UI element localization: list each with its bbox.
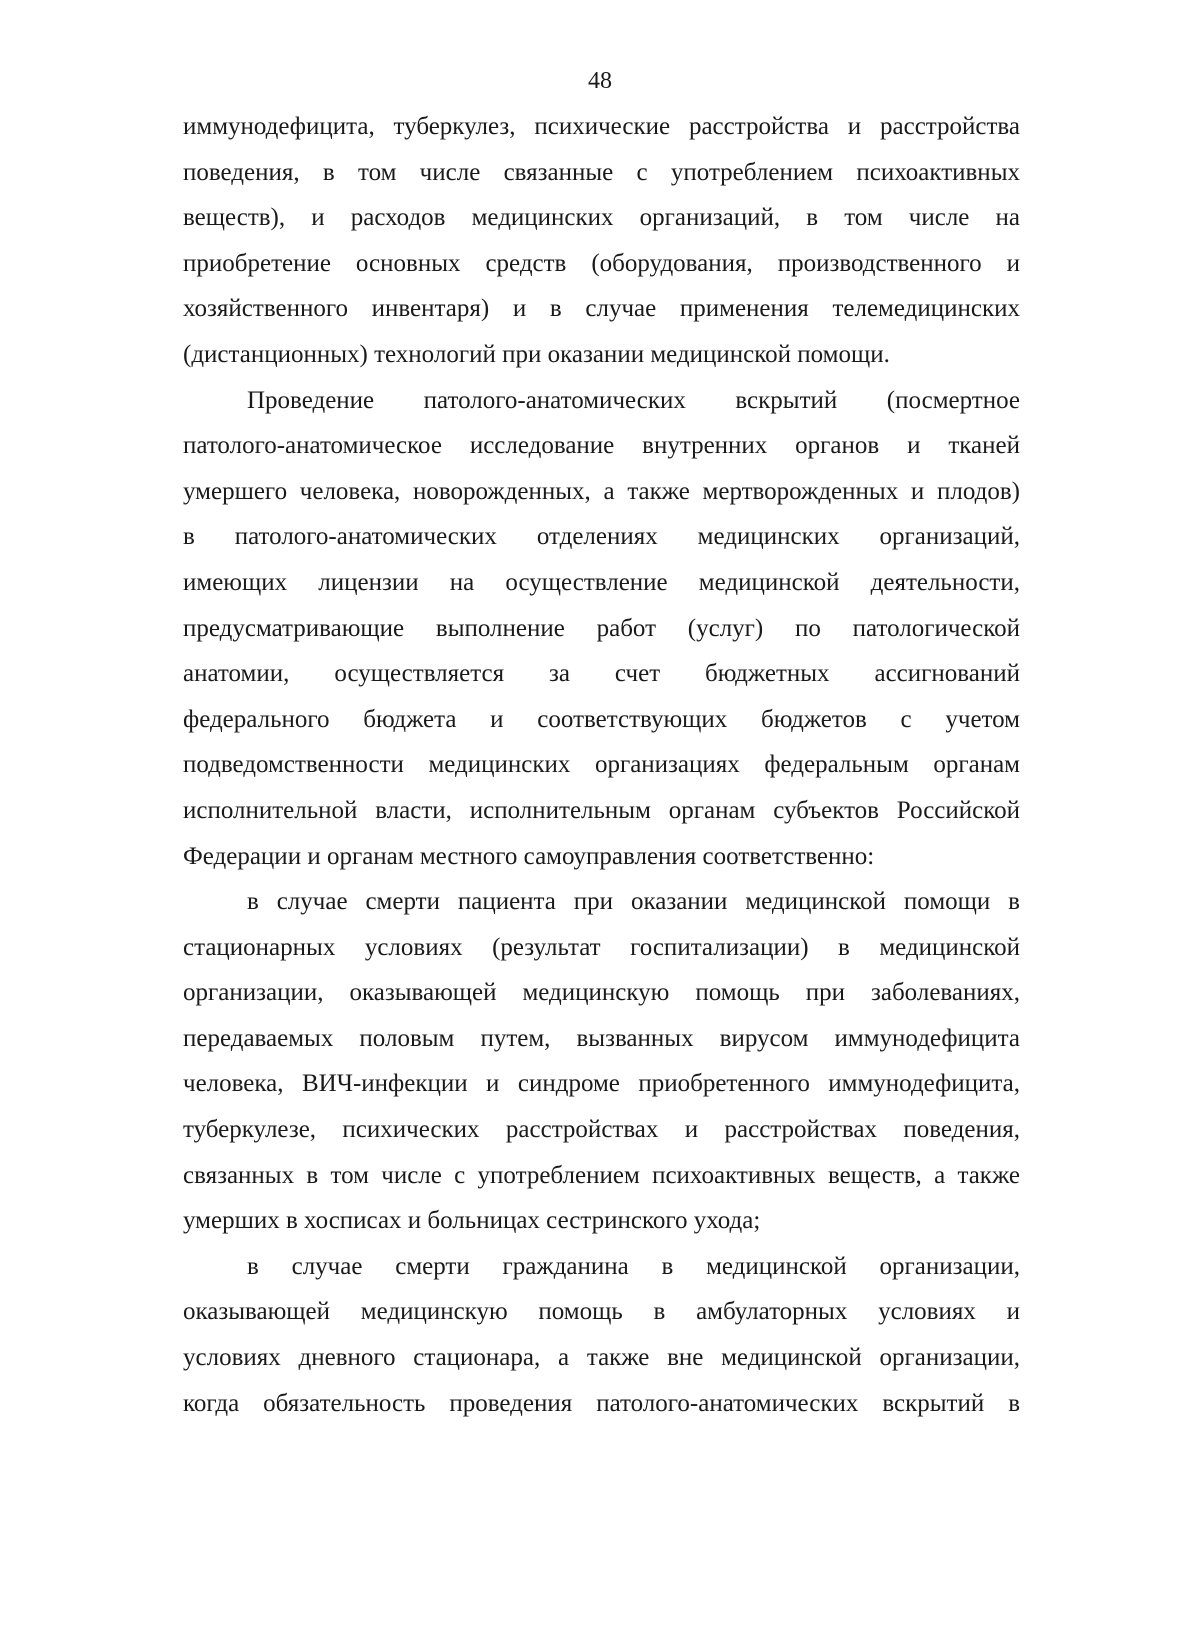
text-line: условиях дневного стационара, а также вне медицинской организации,	[183, 1344, 1020, 1372]
text-line: организации, оказывающей медицинскую помощь при заболеваниях,	[183, 979, 1020, 1007]
text-line: в случае смерти пациента при оказании медицинской помощи в	[247, 888, 1020, 916]
text-line: Федерации и органам местного самоуправления соответственно:	[183, 842, 875, 870]
text-line: передаваемых половым путем, вызванных вирусом иммунодефицита	[183, 1024, 1020, 1052]
text-line: умерших в хосписах и больницах сестринского ухода;	[183, 1207, 761, 1235]
text-line: умершего человека, новорожденных, а также мертворожденных и плодов)	[183, 477, 1020, 505]
text-line: приобретение основных средств (оборудования, производственного и	[183, 249, 1020, 277]
text-line: стационарных условиях (результат госпитализации) в медицинской	[183, 933, 1020, 961]
text-line: предусматривающие выполнение работ (услуг) по патологической	[183, 614, 1020, 642]
paragraph-3	[183, 879, 1020, 1244]
text-line: хозяйственного инвентаря) и в случае применения телемедицинских	[183, 295, 1020, 323]
text-line: исполнительной власти, исполнительным органам субъектов Российской	[183, 796, 1020, 824]
document-body	[183, 104, 1020, 1426]
paragraph-2	[183, 378, 1020, 880]
paragraph-4	[183, 1244, 1020, 1426]
text-line: когда обязательность проведения патолого-анатомических вскрытий в	[183, 1389, 1020, 1417]
text-line: в патолого-анатомических отделениях медицинских организаций,	[183, 523, 1020, 551]
text-line: человека, ВИЧ-инфекции и синдроме приобретенного иммунодефицита,	[183, 1070, 1020, 1098]
text-line: федерального бюджета и соответствующих бюджетов с учетом	[183, 705, 1020, 733]
text-line: подведомственности медицинских организациях федеральным органам	[183, 751, 1020, 779]
text-line: поведения, в том числе связанные с употреблением психоактивных	[183, 158, 1020, 186]
text-line: патолого-анатомическое исследование внутренних органов и тканей	[183, 432, 1020, 460]
text-line: (дистанционных) технологий при оказании медицинской помощи.	[183, 340, 890, 368]
text-line: туберкулезе, психических расстройствах и расстройствах поведения,	[183, 1116, 1020, 1144]
text-line: Проведение патолого-анатомических вскрытий (посмертное	[247, 386, 1020, 414]
text-line: в случае смерти гражданина в медицинской организации,	[247, 1252, 1020, 1280]
text-line: оказывающей медицинскую помощь в амбулаторных условиях и	[183, 1298, 1020, 1326]
page-number: 48	[588, 68, 612, 94]
paragraph-1	[183, 104, 1020, 378]
text-line: имеющих лицензии на осуществление медицинской деятельности,	[183, 568, 1020, 596]
text-line: анатомии, осуществляется за счет бюджетных ассигнований	[183, 660, 1020, 688]
text-line: иммунодефицита, туберкулез, психические расстройства и расстройства	[183, 113, 1020, 140]
text-line: веществ), и расходов медицинских организаций, в том числе на	[183, 204, 1020, 232]
text-line: связанных в том числе с употреблением психоактивных веществ, а также	[183, 1161, 1020, 1189]
